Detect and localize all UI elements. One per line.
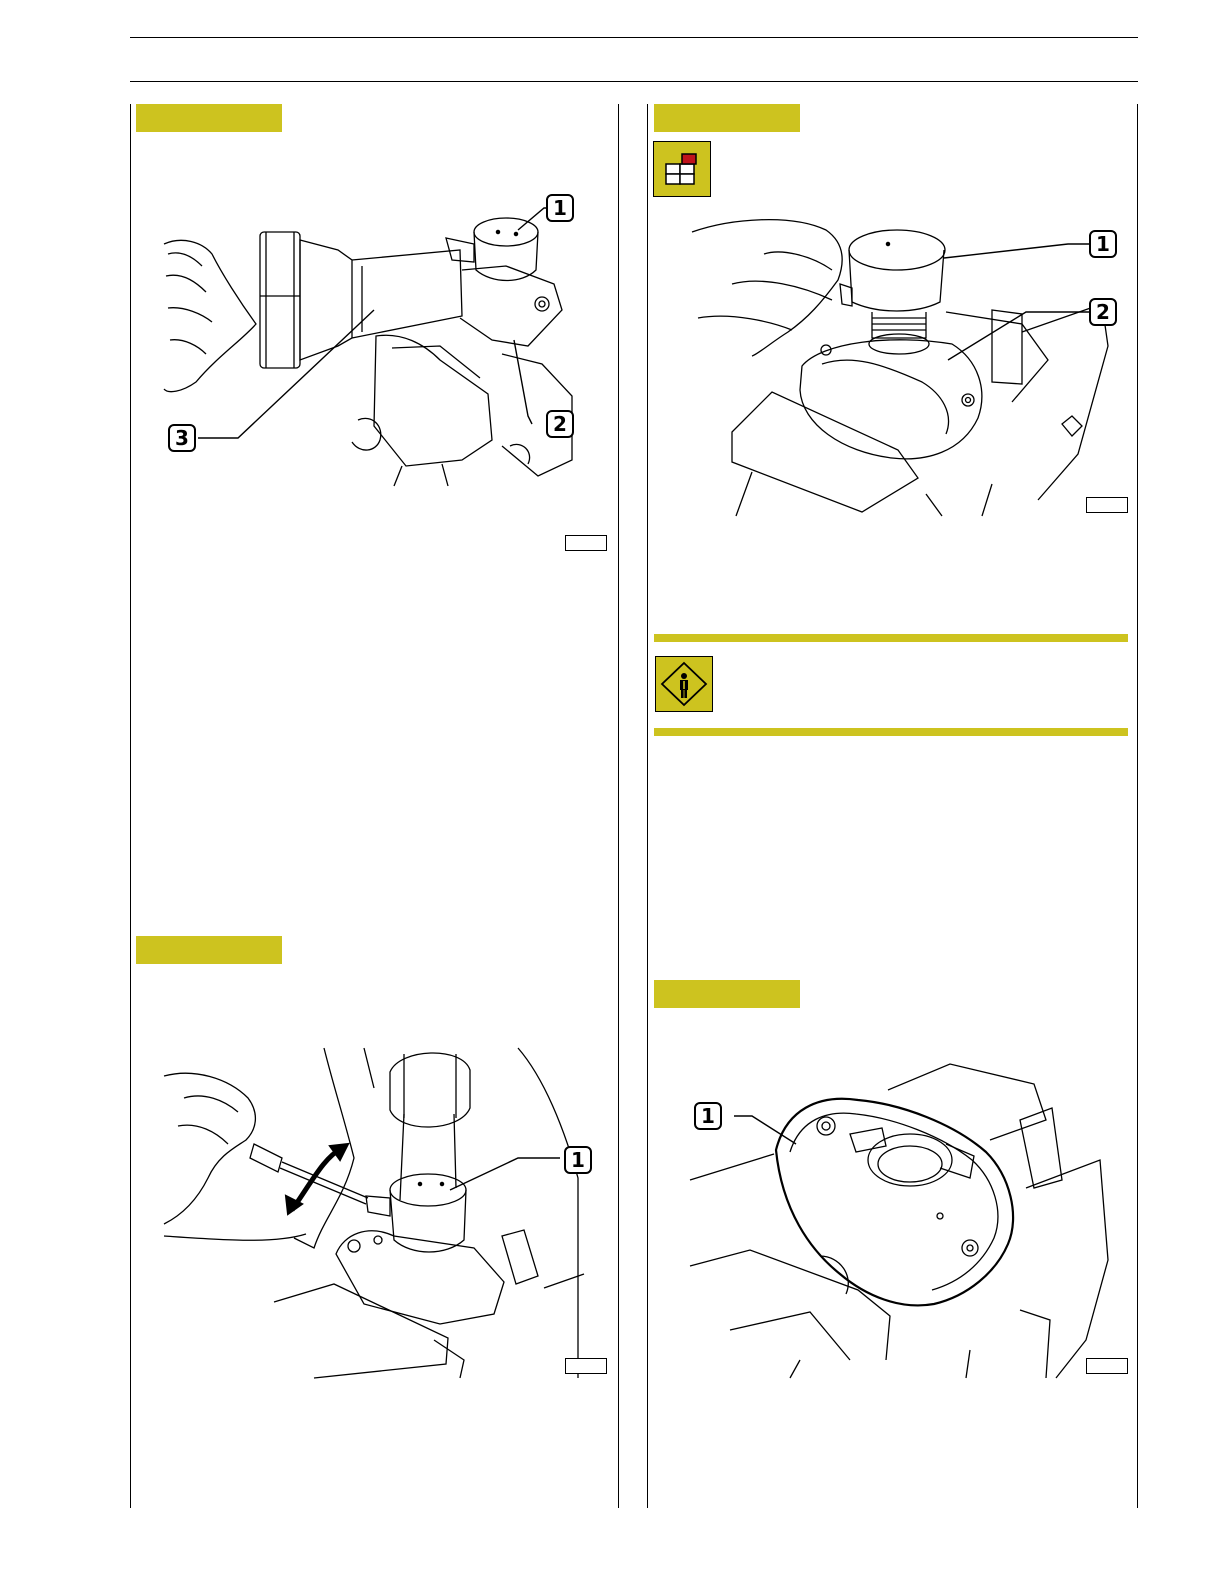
- warning-band-top: [654, 634, 1128, 642]
- figure-number-box-bottom-left: [565, 1358, 607, 1374]
- callout-2: 2: [546, 410, 574, 438]
- warning-band-bottom: [654, 728, 1128, 736]
- figure-number-box-bottom-right: [1086, 1358, 1128, 1374]
- safety-warning-person-icon: [655, 656, 713, 712]
- column-rule-left: [130, 104, 131, 1508]
- column-rule-mid-a: [618, 104, 619, 1508]
- callout-1: 1: [1089, 230, 1117, 258]
- header-rule-top: [130, 37, 1138, 38]
- figure-bottom-right-drawing: [690, 1060, 1114, 1378]
- callout-1: 1: [546, 194, 574, 222]
- figure-number-box-top-right: [1086, 497, 1128, 513]
- callout-2: 2: [1089, 298, 1117, 326]
- figure-top-right-drawing: [692, 214, 1120, 516]
- figure-top-left-drawing: [162, 214, 582, 486]
- callout-1: 1: [564, 1146, 592, 1174]
- column-rule-right: [1137, 104, 1138, 1508]
- figure-tag-top-right: [654, 104, 800, 132]
- header-rule-bottom: [130, 81, 1138, 82]
- figure-bottom-left-drawing: [164, 1048, 590, 1378]
- figure-tag-top-left: [136, 104, 282, 132]
- assembly-diagram-icon: [653, 141, 711, 197]
- callout-3: 3: [168, 424, 196, 452]
- figure-number-box-top-left: [565, 535, 607, 551]
- callout-1: 1: [694, 1102, 722, 1130]
- figure-tag-bottom-right: [654, 980, 800, 1008]
- figure-tag-bottom-left: [136, 936, 282, 964]
- column-rule-mid-b: [647, 104, 648, 1508]
